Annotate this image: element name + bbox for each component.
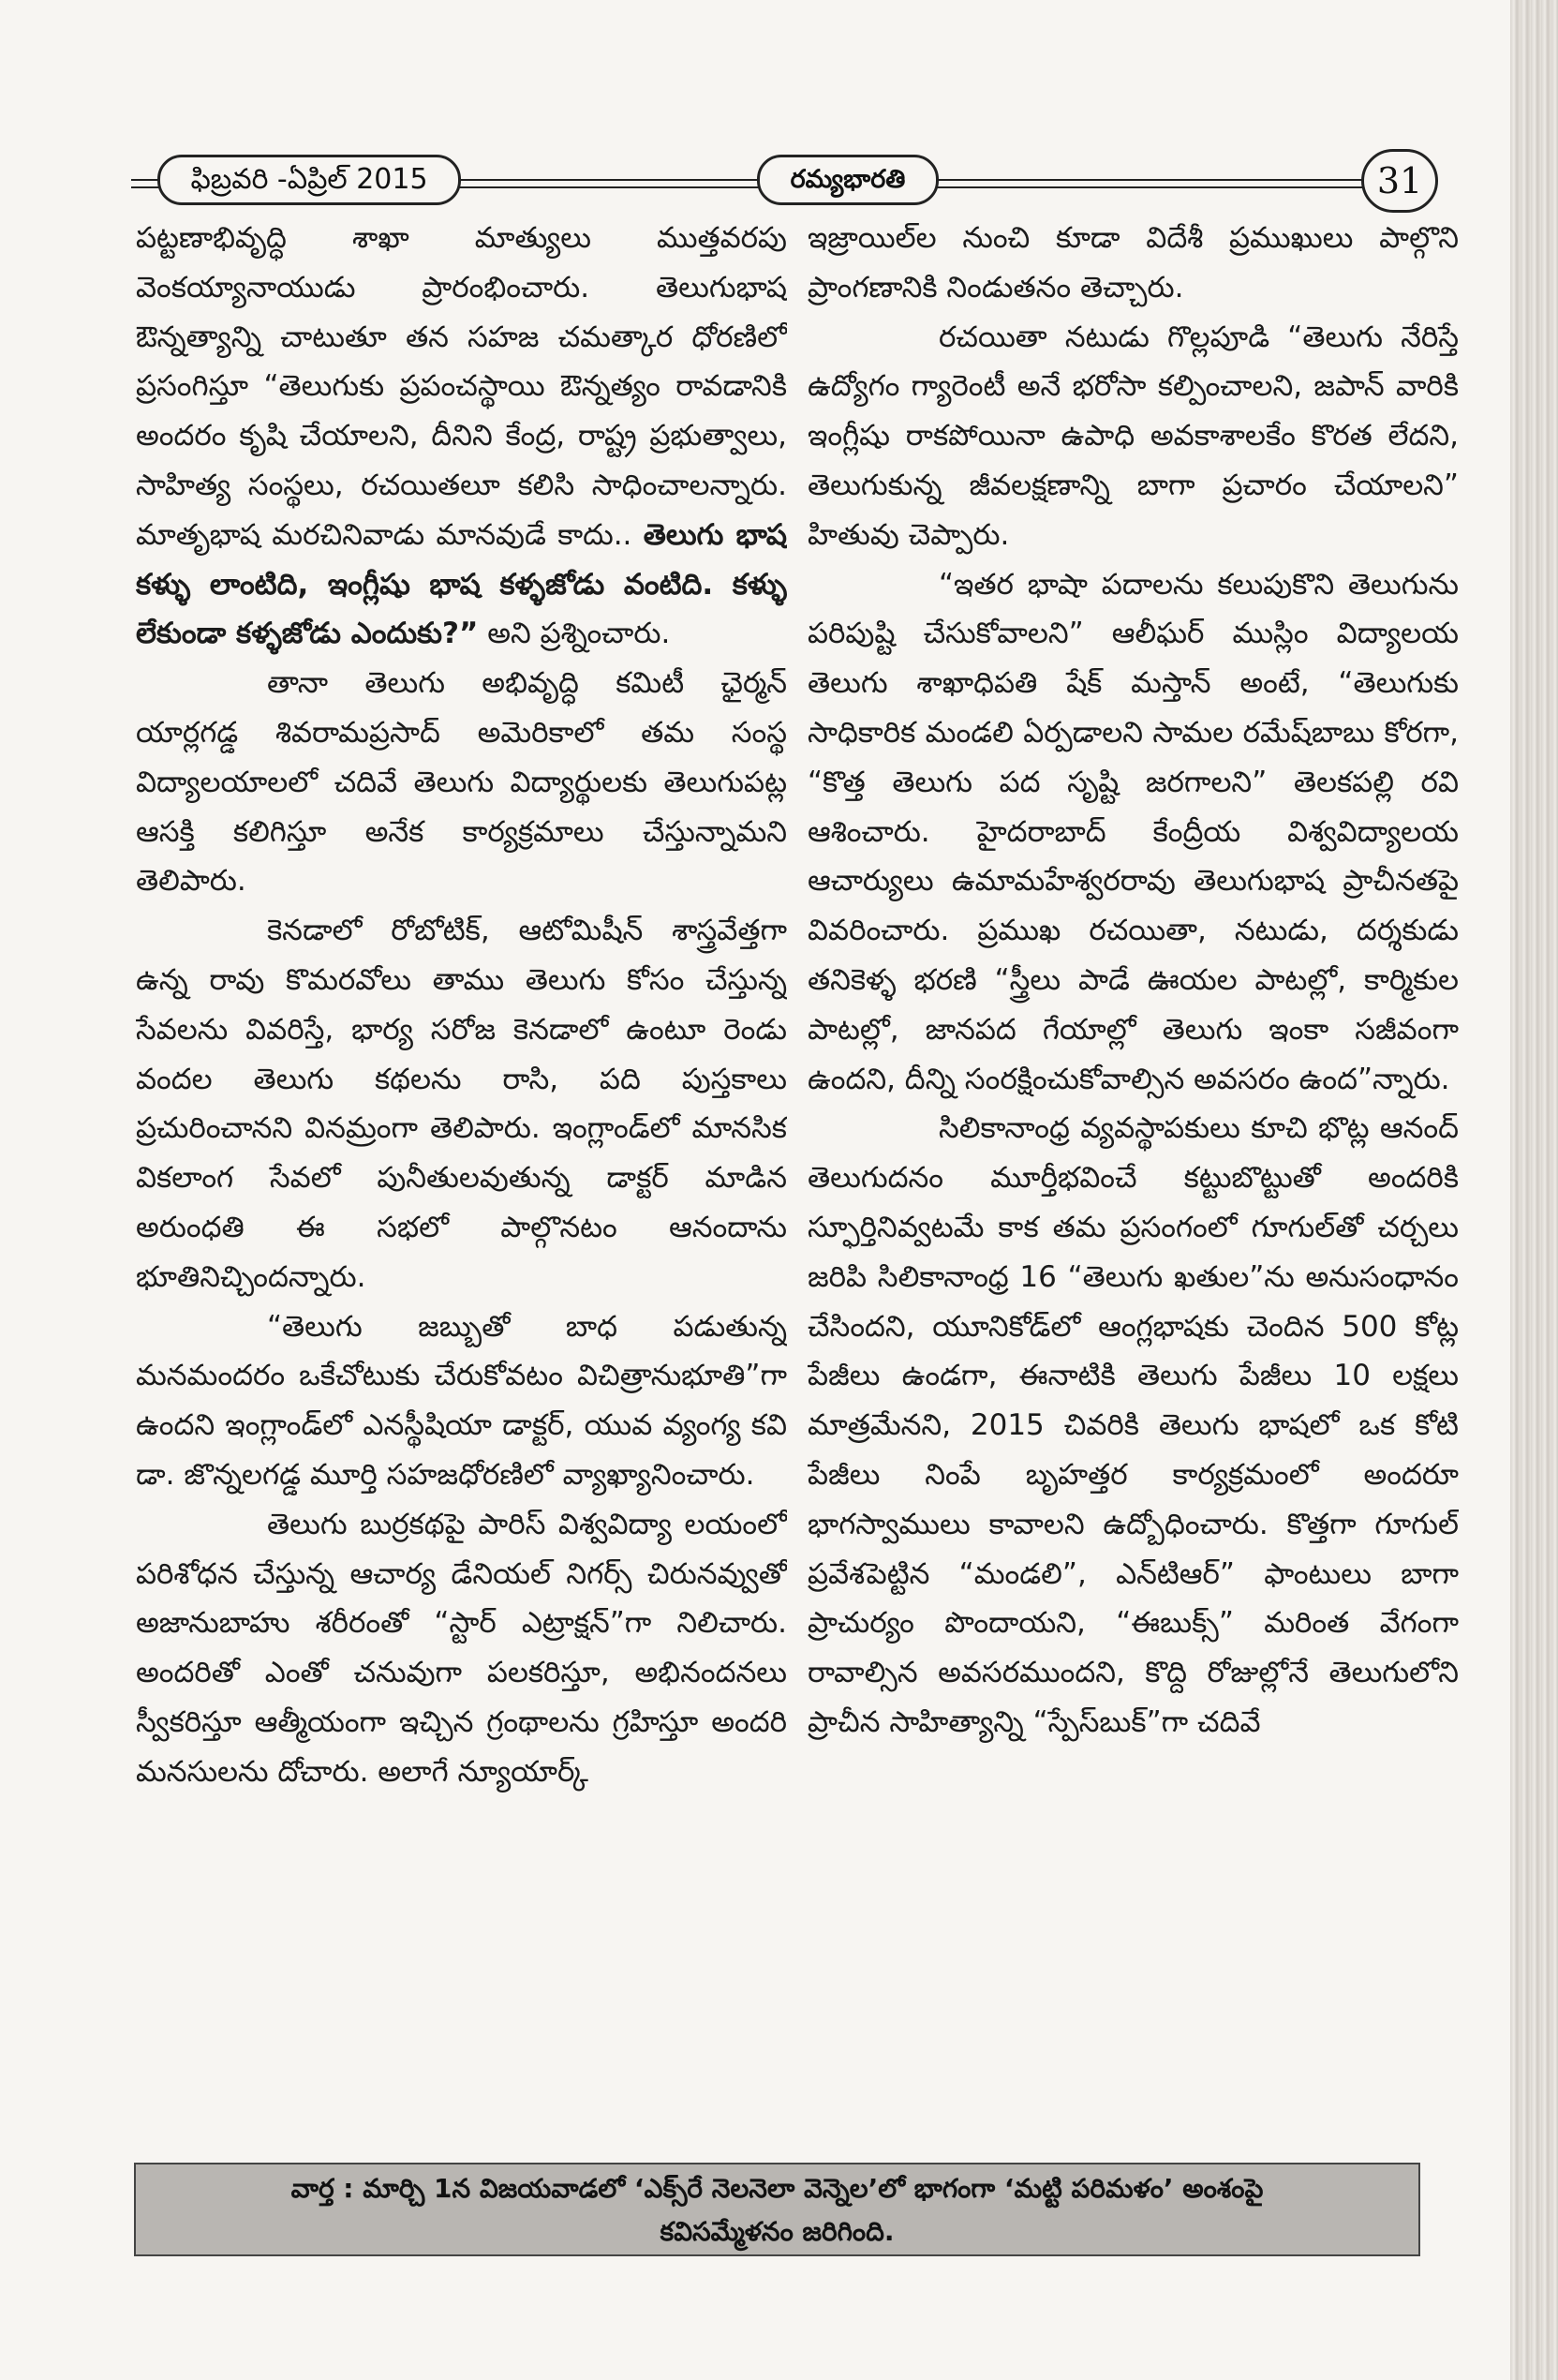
footer-line-2: కవిసమ్మేళనం జరిగింది.	[660, 2216, 895, 2247]
right-paragraph-1: ఇజ్రాయిల్‌ల నుంచి కూడా విదేశీ ప్రముఖులు పాల్గొని ప్రాంగణానికి నిండుతనం తెచ్చారు.	[808, 221, 1459, 305]
left-p1-text: పట్టణాభివృద్ధి శాఖా మాత్యులు ముత్తవరపు వెంకయ్యానాయుడు ప్రారంభించారు. తెలుగుభాష ఔన్నత్యాన్ని చాటుతూ తన సహజ చమత్కార ధోరణిలో ప్రసంగిస్తూ “తెలుగుకు ప్రపంచస్థాయి ఔన్నత్యం రావడానికి అందరం కృషి చేయాలని, దీనిని కేంద్ర, రాష్ట్ర ప్రభుత్వాలు, సాహిత్య సంస్థలు, రచయితలూ కలిసి సాధించాలన్నారు. మాతృభాష మరచినివాడు మానవుడే కాదు..	[136, 221, 787, 552]
page-edge-stack	[1510, 0, 1558, 2380]
right-paragraph-3: “ఇతర భాషా పదాలను కలుపుకొని తెలుగును పరిపుష్టి చేసుకోవాలని” ఆలీఘర్ ముస్లిం విద్యాలయ తెలుగు శాఖాధిపతి షేక్ మస్తాన్ అంటే, “తెలుగుకు సాధికారిక మండలి ఏర్పడాలని సామల రమేష్‌బాబు కోరగా, “కొత్త తెలుగు పద సృష్టి జరగాలని” తెలకపల్లి రవి ఆశించారు. హైదరాబాద్ కేంద్రీయ విశ్వవిద్యాలయ ఆచార్యులు ఉమామహేశ్వరరావు తెలుగుభాష ప్రాచీనతపై వివరించారు. ప్రముఖ రచయితా, నటుడు, దర్శకుడు తనికెళ్ళ భరణి “స్త్రీలు పాడే ఊయల పాటల్లో, కార్మికుల పాటల్లో, జానపద గేయాల్లో తెలుగు ఇంకా సజీవంగా ఉందని, దీన్ని సంరక్షించుకోవాల్సిన అవసరం ఉంద”న్నారు.	[808, 567, 1459, 1096]
left-column	[136, 214, 787, 2158]
left-paragraph-1	[136, 214, 787, 659]
right-paragraph-2: రచయితా నటుడు గొల్లపూడి “తెలుగు నేరిస్తే ఉద్యోగం గ్యారెంటీ అనే భరోసా కల్పించాలని, జపాన్ వారికి ఇంగ్లీషు రాకపోయినా ఉపాధి అవకాశాలకేం కొరత లేదని, తెలుగుకున్న జీవలక్షణాన్ని బాగా ప్రచారం చేయాలని” హితువు చెప్పారు.	[808, 320, 1459, 552]
left-p1-tail: అని ప్రశ్నించారు.	[478, 617, 671, 651]
issue-date: ఫిబ్రవరి -ఏప్రిల్ 2015	[157, 155, 461, 205]
page-number: 31	[1361, 149, 1438, 213]
left-p1-bold-quote: తెలుగు భాష కళ్ళు లాంటిది, ఇంగ్లీషు భాష కళ్ళజోడు వంటిది. కళ్ళు లేకుండా కళ్ళజోడు ఎందుకు?”	[136, 517, 787, 651]
magazine-title: రమ్యభారతి	[757, 155, 939, 205]
right-column	[808, 214, 1459, 2158]
left-paragraph-2: తానా తెలుగు అభివృద్ధి కమిటీ ఛైర్మన్ యార్లగడ్డ శివరామప్రసాద్ అమెరికాలో తమ సంస్థ విద్యాలయాలలో చదివే తెలుగు విద్యార్థులకు తెలుగుపట్ల ఆసక్తి కలిగిస్తూ అనేక కార్యక్రమాలు చేస్తున్నామని తెలిపారు.	[136, 666, 787, 899]
news-footer-box	[134, 2163, 1420, 2256]
page-header	[131, 155, 1433, 209]
footer-line-1: వార్త : మార్చి 1న విజయవాడలో ‘ఎక్స్‌రే నెలనెలా వెన్నెల’లో భాగంగా ‘మట్టి పరిమళం’ అంశంపై	[290, 2173, 1264, 2204]
left-paragraph-5: తెలుగు బుర్రకథపై పారిస్ విశ్వవిద్యా లయంలో పరిశోధన చేస్తున్న ఆచార్య డేనియల్ నిగర్స్ చిరునవ్వుతో అజానుబాహు శరీరంతో “స్టార్ ఎట్రాక్షన్”గా నిలిచారు. అందరితో ఎంతో చనువుగా పలకరిస్తూ, అభినందనలు స్వీకరిస్తూ ఆత్మీయంగా ఇచ్చిన గ్రంథాలను గ్రహిస్తూ అందరి మనసులను దోచారు. అలాగే న్యూయార్క్	[136, 1507, 787, 1789]
left-paragraph-4: “తెలుగు జబ్బుతో బాధ పడుతున్న మనమందరం ఒకేచోటుకు చేరుకోవటం విచిత్రానుభూతి”గా ఉందని ఇంగ్లాండ్‌లో ఎనస్థీషియా డాక్టర్, యువ వ్యంగ్య కవి డా. జొన్నలగడ్డ మూర్తి సహజధోరణిలో వ్యాఖ్యానించారు.	[136, 1309, 787, 1492]
left-paragraph-3: కెనడాలో రోబోటిక్, ఆటోమిషీన్ శాస్త్రవేత్తగా ఉన్న రావు కొమరవోలు తాము తెలుగు కోసం చేస్తున్న సేవలను వివరిస్తే, భార్య సరోజ కెనడాలో ఉంటూ రెండు వందల తెలుగు కథలను రాసి, పది పుస్తకాలు ప్రచురించానని వినమ్రంగా తెలిపారు. ఇంగ్లాండ్‌లో మానసిక వికలాంగ సేవలో పునీతులవుతున్న డాక్టర్ మాడిన అరుంధతి ఈ సభలో పాల్గొనటం ఆనందాను భూతినిచ్చిందన్నారు.	[136, 914, 787, 1294]
right-paragraph-4: సిలికానాంధ్ర వ్యవస్థాపకులు కూచి భొట్ల ఆనంద్ తెలుగుదనం మూర్తీభవించే కట్టుబొట్టుతో అందరికి స్ఫూర్తినివ్వటమే కాక తమ ప్రసంగంలో గూగుల్‌తో చర్చలు జరిపి సిలికానాంధ్ర 16 “తెలుగు ఖతుల”ను అనుసంధానం చేసిందని, యూనికోడ్‌లో ఆంగ్లభాషకు చెందిన 500 కోట్ల పేజీలు ఉండగా, ఈనాటికి తెలుగు పేజీలు 10 లక్షలు మాత్రమేనని, 2015 చివరికి తెలుగు భాషలో ఒక కోటి పేజీలు నింపే బృహత్తర కార్యక్రమంలో అందరూ భాగస్వాములు కావాలని ఉద్బోధించారు. కొత్తగా గూగుల్ ప్రవేశపెట్టిన “మండలి”, ఎన్‌టిఆర్” ఫాంటులు బాగా ప్రాచుర్యం పొందాయని, “ఈబుక్స్” మరింత వేగంగా రావాల్సిన అవసరముందని, కొద్ది రోజుల్లోనే తెలుగులోని ప్రాచీన సాహిత్యాన్ని “స్పేస్‌బుక్”గా చదివే	[808, 1111, 1459, 1739]
